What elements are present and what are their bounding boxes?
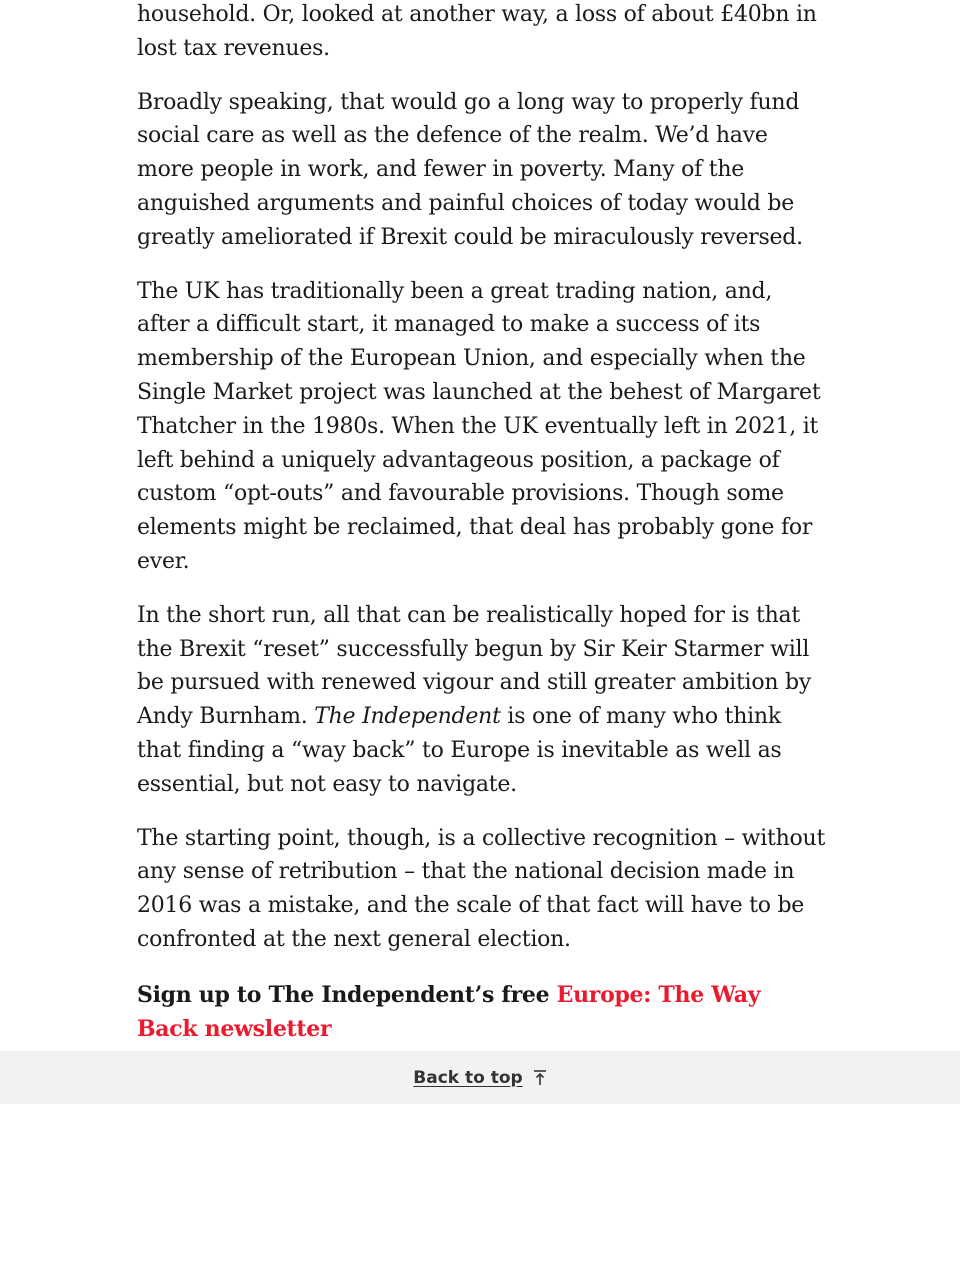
newsletter-signup-prefix: Sign up to The Independent’s free xyxy=(137,981,557,1008)
article-paragraph: The starting point, though, is a collective recognition – without any sense of retribution – that the national decision made in 2016 was a mistake, and the scale of that fact will have to be confronted at the next general election. xyxy=(137,825,826,952)
article-body xyxy=(137,0,827,1046)
article-paragraph: The UK has traditionally been a great trading nation, and, after a difficult start, it managed to make a success of its membership of the European Union, and especially when the Single Market project was launched at the behest of Margaret Thatcher in the 1980s. When the UK eventually left in 2021, it left behind a uniquely advantageous position, a package of custom “opt-outs” and favourable provisions. Though some elements might be reclaimed, that deal has probably gone for ever. xyxy=(137,278,821,574)
article-paragraph: Broadly speaking, that would go a long way to properly fund social care as well as the defence of the realm. We’d have more people in work, and fewer in poverty. Many of the anguished arguments and painful choices of today would be greatly ameliorated if Brexit could be miraculously reversed. xyxy=(137,89,803,250)
arrow-up-to-bar-icon[interactable] xyxy=(533,1069,547,1087)
paragraph-text: is one of many who think that finding a “way back” to Europe is inevitable as well as essential, but not easy to navigate. xyxy=(137,704,782,797)
publication-name: The Independent xyxy=(314,704,501,730)
paragraph-text: In the short run, all that can be realistically hoped for is that the Brexit “reset” successfully begun by Sir Keir Starmer will be pursued with renewed vigour and still greater ambition by Andy Burnham. xyxy=(137,602,812,730)
back-to-top-label[interactable]: Back to top xyxy=(413,1067,523,1088)
newsletter-signup-link[interactable]: Europe: The Way Back newsletter xyxy=(137,981,761,1042)
newsletter-signup xyxy=(137,979,827,1047)
article-paragraph xyxy=(137,599,827,802)
article-paragraph: household. Or, looked at another way, a loss of about £40bn in lost tax revenues. xyxy=(137,2,817,61)
back-to-top-button[interactable] xyxy=(413,1068,546,1088)
back-to-top-bar xyxy=(0,1051,960,1104)
